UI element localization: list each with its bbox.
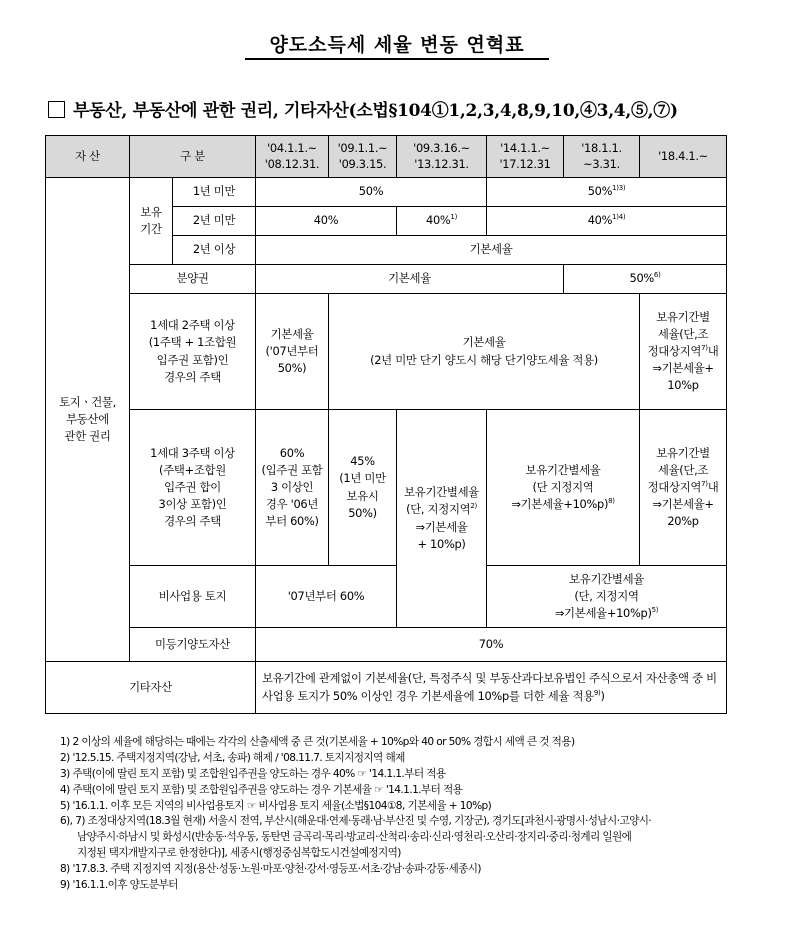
header-category: 구 분 (130, 136, 256, 178)
rate-cell: 70% (256, 628, 727, 662)
footnote: 8) '17.8.3. 주택 지정지역 지정(용산·성동·노원·마포·양천·강서·영등포·서초·강남·송파·강동·세종시) (60, 863, 481, 876)
rate-cell: 50%$^{6)}$ (564, 265, 727, 294)
footnote: 2) '12.5.15. 주택지정지역(강남, 서초, 송파) 해제 / '08.11.7. 토지지정지역 해제 (60, 751, 405, 764)
subtitle-text: 부동산, 부동산에 관한 권리, 기타자산(소법§104①1,2,3,4,8,9,10,④3,4,⑤,⑦) (73, 101, 678, 121)
row-label: 분양권 (130, 265, 256, 294)
table-row (46, 178, 727, 207)
footnote: 9) '16.1.1.이후 양도분부터 (60, 879, 178, 892)
header-row (46, 136, 727, 178)
rate-cell: 60% (입주권 포함 3 이상인 경우 '06년 부터 60%) (256, 410, 329, 566)
checkbox-square-icon (48, 101, 65, 118)
rate-cell: 45% (1년 미만 보유시 50%) (329, 410, 397, 566)
row-label: 1세대 3주택 이상 (주택+조합원 입주권 합이 3이상 포함)인 경우의 주택 (130, 410, 256, 566)
asset-group-cell: 토지ㆍ건물, 부동산에 관한 권리 (46, 178, 130, 662)
table-row (46, 410, 727, 566)
rate-cell: 기본세율 (2년 미만 단기 양도시 해당 단기양도세율 적용) (329, 294, 640, 410)
header-period-1: '04.1.1.~ '08.12.31. (256, 136, 329, 178)
table-row (46, 294, 727, 410)
rate-cell: 기본세율 (256, 265, 564, 294)
header-period-5: '18.1.1. ~3.31. (564, 136, 640, 178)
footnotes (60, 735, 740, 894)
row-label: 비사업용 토지 (130, 566, 256, 628)
header-period-4: '14.1.1.~ '17.12.31 (487, 136, 564, 178)
header-period-2: '09.1.1.~ '09.3.15. (329, 136, 397, 178)
table-row (46, 628, 727, 662)
rate-cell: 보유기간별세율 (단 지정지역 ⇒기본세율+10%p)$^{8)}$ (487, 410, 640, 566)
rate-cell: '07년부터 60% (256, 566, 397, 628)
rate-cell: 50% (256, 178, 487, 207)
rate-cell: 보유기간별세율 (단, 지정지역 ⇒기본세율+10%p)$^{5)}$ (487, 566, 727, 628)
row-label: 1세대 2주택 이상 (1주택 + 1조합원 입주권 포함)인 경우의 주택 (130, 294, 256, 410)
table-row (46, 566, 727, 628)
footnote: 3) 주택(이에 딸린 토지 포함) 및 조합원입주권을 양도하는 경우 40% ☞ '14.1.1.부터 적용 (60, 767, 446, 780)
tax-rate-table-wrap (45, 135, 726, 714)
page-title: 양도소득세 세율 변동 연혁표 (269, 34, 525, 56)
holding-period-cell: 보유 기간 (130, 178, 173, 265)
header-period-3: '09.3.16.~ '13.12.31. (397, 136, 487, 178)
footnote-continued: 남양주시·하남시 및 화성시(반송동·석우동, 동탄면 금곡리·목리·방교리·산척리·송리·신리·영천리·오산리·장지리·중리·청계리 일원에 (77, 831, 632, 844)
rate-cell: 40%$^{1)4)}$ (487, 207, 727, 236)
footnote: 4) 주택(이에 딸린 토지 포함) 및 조합원입주권을 양도하는 경우 기본세율 ☞ '14.1.1.부터 적용 (60, 783, 463, 796)
rate-cell: 40% (256, 207, 397, 236)
footnote: 5) '16.1.1. 이후 모든 지역의 비사업용토지 ☞ 비사업용 토지 세율(소법§104①8, 기본세율 + 10%p) (60, 799, 492, 812)
rate-cell: 기본세율 (256, 236, 727, 265)
rate-cell: 보유기간별 세율(단,조 정대상지역$^{7)}$내 ⇒기본세율+ 20%p (640, 410, 727, 566)
rate-cell: 기본세율 ('07년부터 50%) (256, 294, 329, 410)
header-period-6: '18.4.1.~ (640, 136, 727, 178)
table-row (46, 662, 727, 714)
row-label: 1년 미만 (173, 178, 256, 207)
row-label: 2년 미만 (173, 207, 256, 236)
rate-cell: 보유기간에 관계없이 기본세율(단, 특정주식 및 부동산과다보유법인 주식으로서 자산총액 중 비사업용 토지가 50% 이상인 경우 기본세율에 10%p를 더한 세율 적용$^{9)}$) (256, 662, 727, 714)
footnote-continued: 지정된 택지개발지구로 한정한다)], 세종시(행정중심복합도시건설예정지역) (77, 847, 401, 860)
rate-cell: 보유기간별세율 (단, 지정지역$^{2)}$ ⇒기본세율 + 10%p) (397, 410, 487, 628)
rate-cell: 40%$^{1)}$ (397, 207, 487, 236)
row-label: 2년 이상 (173, 236, 256, 265)
tax-rate-table (45, 135, 727, 714)
header-asset: 자 산 (46, 136, 130, 178)
rate-cell: 보유기간별 세율(단,조 정대상지역$^{7)}$내 ⇒기본세율+ 10%p (640, 294, 727, 410)
footnote: 6), 7) 조정대상지역(18.3월 현재) 서울시 전역, 부산시(해운대·연제·동래·남·부산진 및 수영, 기장군), 경기도[과천시·광명시·성남시·고양시· (60, 815, 652, 828)
section-subtitle (48, 96, 678, 121)
title-underline (245, 58, 549, 60)
row-label: 기타자산 (46, 662, 256, 714)
rate-cell: 50%$^{1)3)}$ (487, 178, 727, 207)
footnote: 1) 2 이상의 세율에 해당하는 때에는 각각의 산출세액 중 큰 것(기본세율 + 10%p와 40 or 50% 경합시 세액 큰 것 적용) (60, 736, 575, 748)
table-row (46, 265, 727, 294)
row-label: 미등기양도자산 (130, 628, 256, 662)
